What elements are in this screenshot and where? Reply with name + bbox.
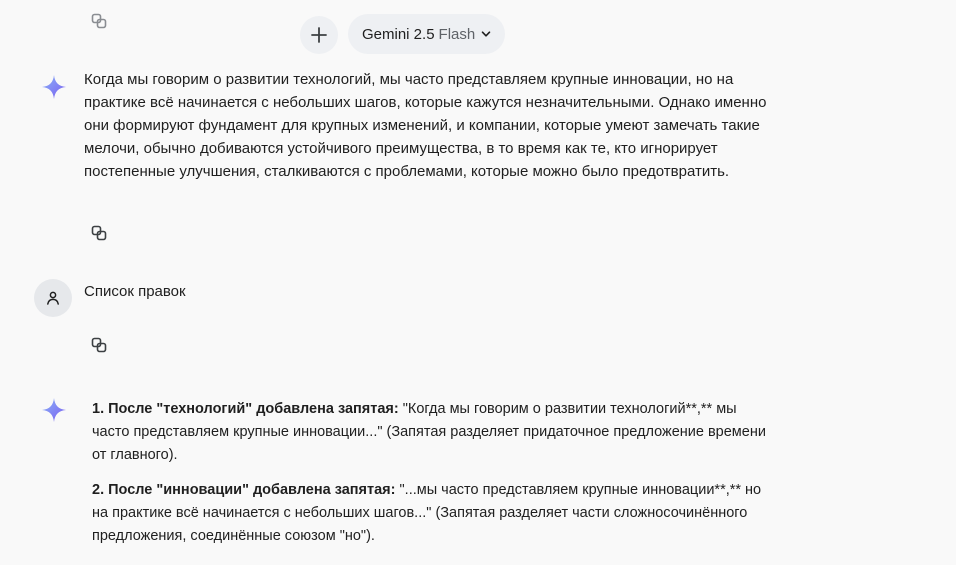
chevron-down-icon (481, 29, 491, 39)
copy-button[interactable] (87, 221, 111, 245)
list-item-heading: 1. После "технологий" добавлена запятая: (92, 401, 399, 417)
gemini-sparkle-icon (41, 74, 67, 100)
copy-icon (91, 225, 107, 241)
copy-icon (91, 337, 107, 353)
list-item (92, 479, 772, 548)
copy-button[interactable] (87, 333, 111, 357)
model-selector[interactable] (348, 14, 505, 54)
list-item-heading: 2. После "инновации" добавлена запятая: (92, 482, 396, 498)
model-name: Gemini 2.5 (362, 25, 435, 43)
model-response-paragraph: Когда мы говорим о развитии технологий, мы часто представляем крупные инновации, но на практике всё начинается с небольших шагов, которые кажутся незначительными. Однако именно они формируют фундамент для крупных изменений, и компании, которые умеют замечать такие мелочи, обычно добиваются устойчивого преимущества, в то время как те, кто игнорирует постепенные улучшения, сталкиваются с проблемами, которые можно было предотвратить. (84, 71, 767, 180)
gemini-sparkle-icon (41, 397, 67, 423)
user-message-text: Список правок (84, 283, 186, 300)
plus-icon (309, 25, 329, 45)
model-variant: Flash (438, 25, 476, 43)
edits-list (92, 398, 772, 560)
add-button[interactable] (300, 16, 338, 54)
copy-button-top[interactable] (87, 9, 111, 33)
copy-icon (91, 13, 107, 29)
avatar (34, 279, 72, 317)
model-response-text (84, 68, 774, 183)
list-item (92, 398, 772, 467)
list-item-body: "Когда мы говорим о развитии технологий**,** мы часто представляем крупные инновации..." (Запятая разделяет придаточное предложение времени от главного). (92, 401, 766, 463)
user-icon (45, 290, 61, 306)
list-item-body: "...мы часто представляем крупные инновации**,** но на практике всё начинается с небольших шагов..." (Запятая разделяет части сложносочинённого предложения, соединённые союзом "но"). (92, 482, 762, 544)
